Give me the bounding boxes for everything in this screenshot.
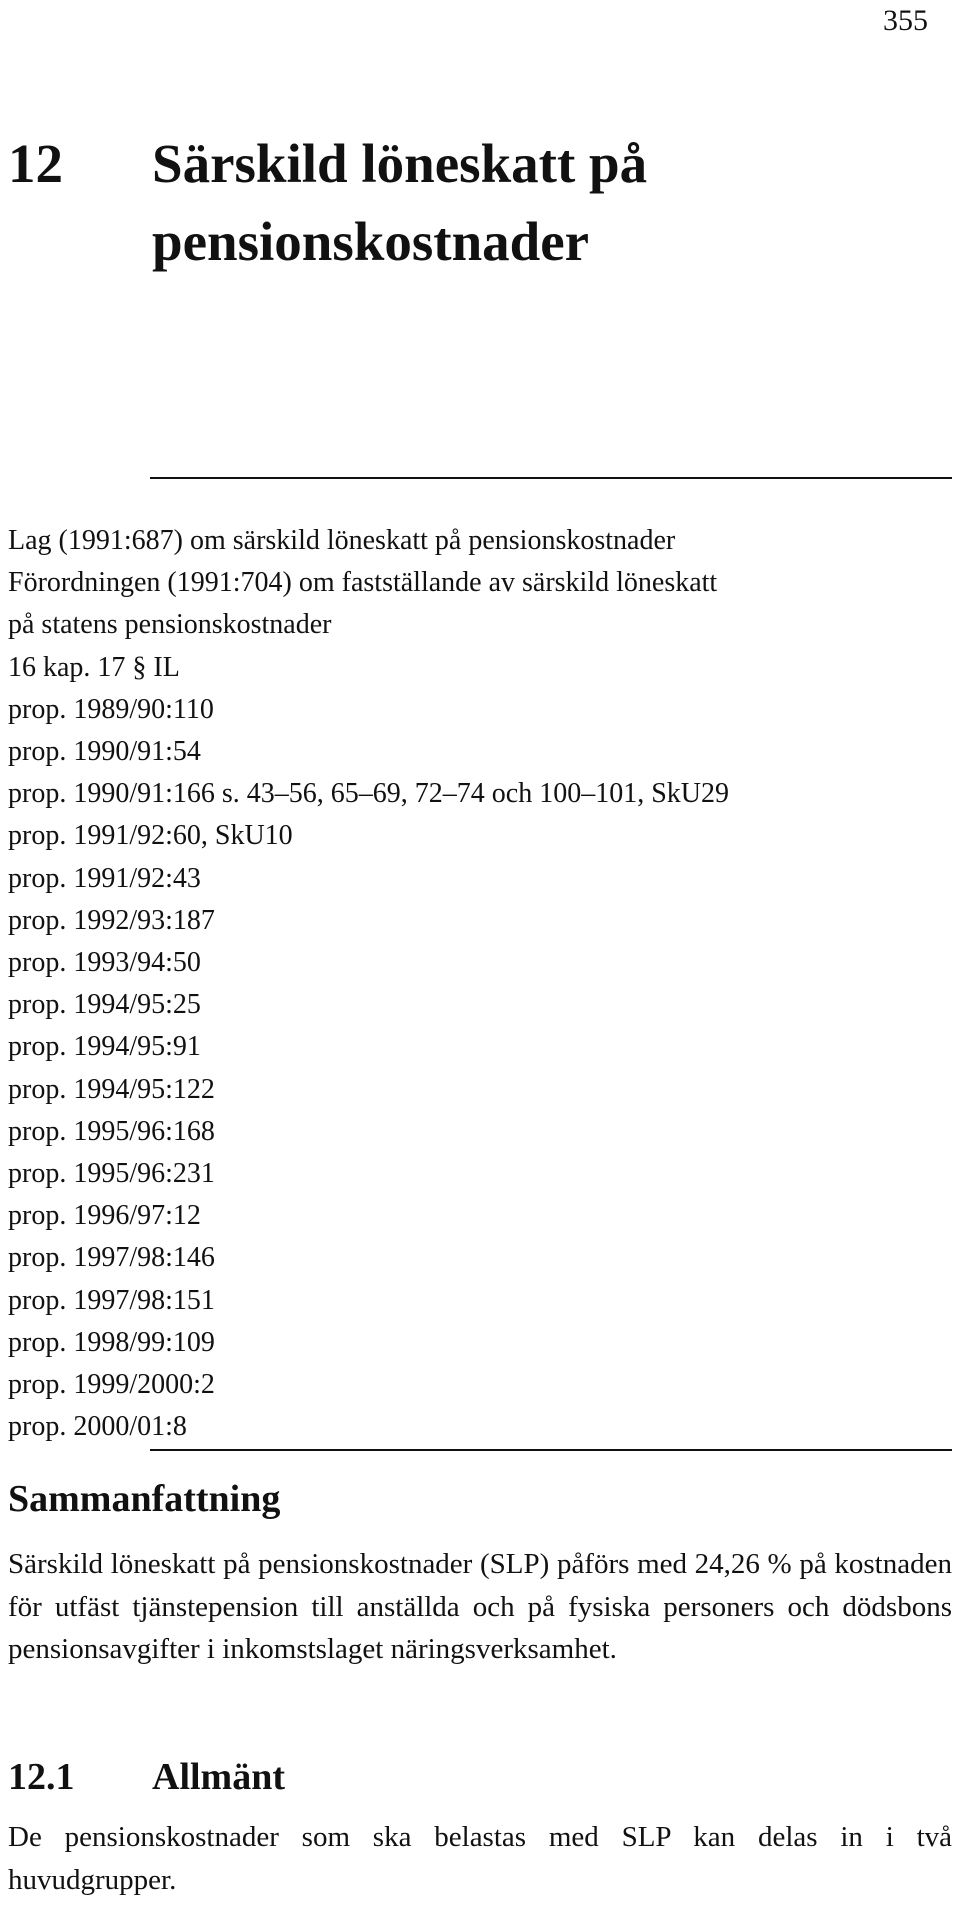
reference-item: prop. 1992/93:187 — [8, 904, 215, 936]
reference-item: prop. 1994/95:25 — [8, 989, 201, 1021]
summary-heading: Sammanfattning — [8, 1478, 281, 1520]
general-paragraph: De pensionskostnader som ska belastas med SLP kan delas in i två huvudgrupper. — [8, 1821, 952, 1896]
chapter-title: Särskild löneskatt på pensionskostnader — [152, 132, 648, 272]
references-top-divider — [150, 477, 952, 479]
reference-item: Lag (1991:687) om särskild löneskatt på pensionskostnader — [8, 525, 676, 556]
reference-item: prop. 1990/91:166 s. 43–56, 65–69, 72–74 och 100–101, SkU29 — [8, 778, 729, 810]
reference-item: prop. 1994/95:91 — [8, 1031, 201, 1063]
section-title: Allmänt — [152, 1756, 285, 1798]
summary-paragraph: Särskild löneskatt på pensionskostnader (SLP) påförs med 24,26 % på kostnaden för utfäst tjänstepension till anställda och på fysiska personers och dödsbons pensionsavgifter i inkomstslaget näringsverksamhet. — [8, 1548, 952, 1665]
reference-item: prop. 1994/95:122 — [8, 1073, 215, 1105]
section-heading-allmant — [8, 1752, 285, 1802]
reference-item: Förordningen (1991:704) om fastställande av särskild löneskatt — [8, 567, 718, 599]
reference-item: 16 kap. 17 § IL — [8, 651, 180, 683]
reference-item: prop. 1989/90:110 — [8, 693, 214, 725]
reference-item: prop. 1991/92:60, SkU10 — [8, 820, 293, 852]
reference-item: prop. 1998/99:109 — [8, 1326, 215, 1358]
reference-item: prop. 1990/91:54 — [8, 736, 201, 768]
reference-item: prop. 1996/97:12 — [8, 1200, 201, 1232]
chapter-number: 12 — [8, 132, 63, 194]
reference-item: prop. 1995/96:231 — [8, 1158, 215, 1190]
reference-item: på statens pensionskostnader — [8, 609, 332, 641]
reference-item: prop. 1997/98:146 — [8, 1242, 215, 1274]
legal-references-list — [8, 520, 938, 1448]
chapter-heading — [8, 125, 928, 281]
reference-item: prop. 1993/94:50 — [8, 947, 201, 979]
page-number: 355 — [883, 4, 928, 37]
reference-item: prop. 1995/96:168 — [8, 1115, 215, 1147]
reference-item: prop. 1991/92:43 — [8, 862, 201, 894]
reference-item: prop. 1999/2000:2 — [8, 1369, 215, 1401]
references-bottom-divider — [150, 1449, 952, 1451]
section-number: 12.1 — [8, 1756, 75, 1798]
reference-item: prop. 2000/01:8 — [8, 1411, 187, 1443]
reference-item: prop. 1997/98:151 — [8, 1284, 215, 1316]
